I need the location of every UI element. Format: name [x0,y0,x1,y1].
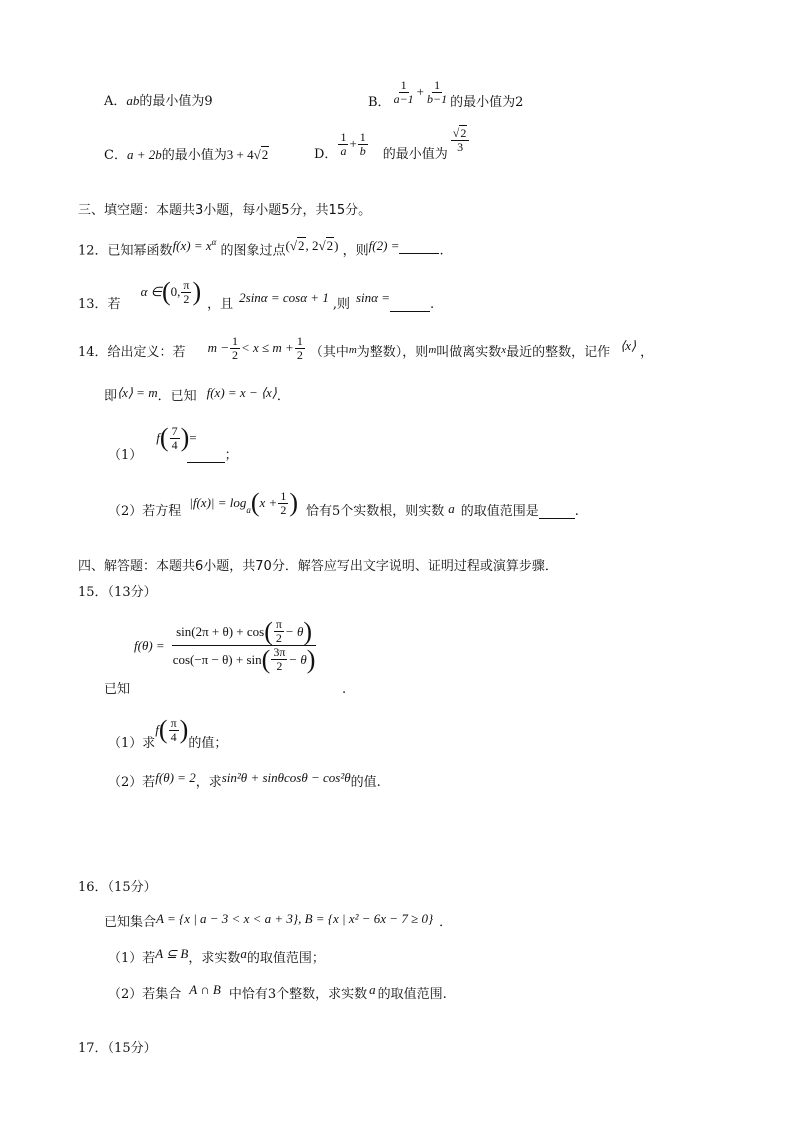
q12-exponent: α [211,237,217,247]
q12-f2: f(2) = [368,238,400,254]
q16-sets: A = {x | a − 3 < x < a + 3}, B = {x | x² − 6x − 7 ≥ 0} [156,911,434,926]
option-b-plus: + [416,84,425,99]
q14-p2-equation: |f(x)| = log $_a$ ( x + $\frac{1}{2}$ ) [189,488,298,517]
q15-part-1 [108,712,227,752]
q16-text-1: 已知集合 [104,915,157,930]
section-3-title: 三、填空题：本题共3小题，每小题5分，共15分。 [78,203,372,218]
q12-point-comma: , 2 [305,238,319,254]
q14-line2-b: ⟨x⟩ = m [117,385,158,400]
q14-p1-label: （1） [108,448,143,463]
q16-p1-math: A ⊆ B [155,946,189,961]
q17-number: 17．（15分） [78,1041,157,1056]
q12-end: . [439,243,444,259]
q12-point-close: ) [334,238,339,254]
q12-function: f(x) = x [172,238,212,254]
q16-p2-end: 的取值范围. [377,987,447,1002]
q14-m: m [348,344,357,356]
q14-p1-expr: f ( $\frac{7}{4}$ ) = [156,423,197,452]
q16-end: ． [439,915,453,930]
q13-alpha-in: α ∈ [140,284,162,299]
option-c-label: C． [104,148,127,163]
option-d-plus: + [349,136,357,151]
q12-text-1: 已知幂函数 [107,243,173,259]
q14-x: x [501,344,507,356]
q16-number: 16．（15分） [78,880,157,895]
q12-number: 12． [78,243,108,259]
q14-text-2: （其中 [309,345,349,360]
q15-part-2 [108,770,381,791]
q14-line2-d: f(x) = x − ⟨x⟩ [206,385,277,400]
option-b-label: B． [368,95,391,110]
q15-end: . [342,682,347,697]
q15-p2-label: （2）若 [108,775,156,790]
option-d-label: D． [314,147,338,162]
q16-p2-math: A ∩ B [189,982,221,997]
q14-p2-blank[interactable] [539,506,575,519]
q14-p1-end: ； [224,448,238,463]
option-d-frac2: $\frac{1}{b}$ [359,129,366,158]
q14-text-1: 给出定义：若 [107,345,186,360]
q14-part-2 [108,480,579,526]
option-b-text: 的最小值为2 [450,95,524,110]
option-d-value: $\frac{√2}{3}$ [451,127,470,154]
q14-line2-a: 即 [104,389,118,404]
q11-option-d [314,124,470,164]
q15-p1-text: 的值； [188,736,228,751]
question-13: 13． 若 α ∈ ( 0, $\frac{\pi}{2}$ ) ，且 2sinα = cosα + 1 ,则 sinα = . [78,277,435,312]
q14-p1-blank[interactable] [187,450,225,463]
q16-part-1 [108,946,325,967]
q15-denominator: cos(−π − θ) + sin ( $\frac{3\pi}{2}$ − θ ) [172,644,316,674]
q16-p1-label: （1）若 [108,951,156,966]
q15-number: 15．（13分） [78,585,157,600]
q14-text-5: 最近的整数，记作 [506,345,611,360]
q15-p1-expr: f ( $\frac{\pi}{4}$ ) [155,715,189,744]
q11-option-c: C．a + 2b的最小值为3 + 4√2 [104,147,269,163]
q14-p2-label: （2）若方程 [108,504,182,519]
option-c-math: a + 2b [126,147,162,162]
section-4-title: 四、解答题：本题共6小题，共70分．解答应写出文字说明、证明过程或演算步骤． [78,559,558,574]
q14-text-6: ， [640,345,654,360]
question-12: 12．已知幂函数$f(x) = x^\alpha$ 的图象过点(√2, 2√2) ，则f(2) = . [78,237,444,259]
q15-p2-eq: f(θ) = 2 [155,770,196,785]
q13-end: . [430,297,435,312]
option-a-math: ab [126,93,140,108]
q12-text-3: ，则 [342,243,369,259]
q13-text-3: ,则 [332,297,350,312]
q13-sin: sinα = [355,290,391,305]
q15-big-fraction [169,618,320,673]
q12-text-2: 的图象过点 [220,243,286,259]
q16-statement [104,911,453,931]
q14-p2-end: . [574,504,579,519]
option-a-label: A． [104,94,127,109]
option-a-text: 的最小值为9 [139,94,213,109]
q16-part-2 [108,982,447,1003]
q14-text-3: 为整数），则 [356,345,429,360]
q14-p2-text: 恰有5个实数根，则实数 [306,504,445,519]
q11-option-a [104,93,213,110]
q13-text-1: 若 [107,297,121,312]
q13-text-2: ，且 [207,297,234,312]
q15-p2-end: 的值. [350,775,381,790]
q16-p2-a: a [369,982,376,997]
q15-formula [134,618,319,673]
q14-text-4: 叫做离实数 [436,345,502,360]
q14-p2-text2: 的取值范围是 [460,504,539,519]
q13-number: 13． [78,297,108,312]
option-b-frac1: $\frac{1}{a-1}$ [393,77,414,106]
q16-p2-text: 中恰有3个整数，求实数 [228,987,368,1002]
q14-bracket: ⟨x⟩ [620,338,637,353]
option-d-frac1: $\frac{1}{a}$ [340,129,347,158]
q13-answer-blank[interactable] [390,299,430,312]
q12-point-x: 2 [298,238,305,254]
q14-line2-c: ．已知 [157,389,197,404]
q14-inequality: m − $\frac{1}{2}$ < x ≤ m + $\frac{1}{2}$ [207,333,303,362]
q15-f-theta: f(θ) = [134,637,165,653]
option-c-value: 3 + 4 [226,147,254,162]
q12-answer-blank[interactable] [399,241,439,254]
q12-point-open: ( [285,238,290,254]
q14-m2: m [428,344,437,356]
question-14 [78,328,653,368]
q16-p1-text: ，求实数 [188,951,241,966]
q16-p1-a: a [240,946,247,961]
option-d-text: 的最小值为 [382,147,448,162]
q13-equation: 2sinα = cosα + 1 [239,290,329,305]
q14-p2-a: a [448,501,455,516]
q14-line2-e: ． [276,389,290,404]
q16-p1-end: 的取值范围； [246,951,325,966]
q15-p2-text: ，求 [195,775,222,790]
q14-line-2 [104,385,290,405]
option-b-frac2: $\frac{1}{b-1}$ [427,77,448,106]
q14-number: 14． [78,345,108,360]
option-c-sqrt: 2 [261,147,269,162]
option-c-text: 的最小值为 [161,148,227,163]
q13-frac: $\frac{\pi}{2}$ [183,277,190,306]
q14-part-1 [108,418,238,464]
q12-point-y: 2 [326,238,334,254]
q13-interval-left: 0, [170,284,181,299]
q15-p2-expr: sin²θ + sinθcosθ − cos²θ [221,770,351,785]
q11-option-b [368,72,523,112]
q16-p2-label: （2）若集合 [108,987,182,1002]
q15-p1-label: （1）求 [108,736,156,751]
q15-numerator: sin(2π + θ) + cos ( $\frac{\pi}{2}$ − θ ) [172,618,316,646]
q15-known: 已知 [104,682,131,697]
